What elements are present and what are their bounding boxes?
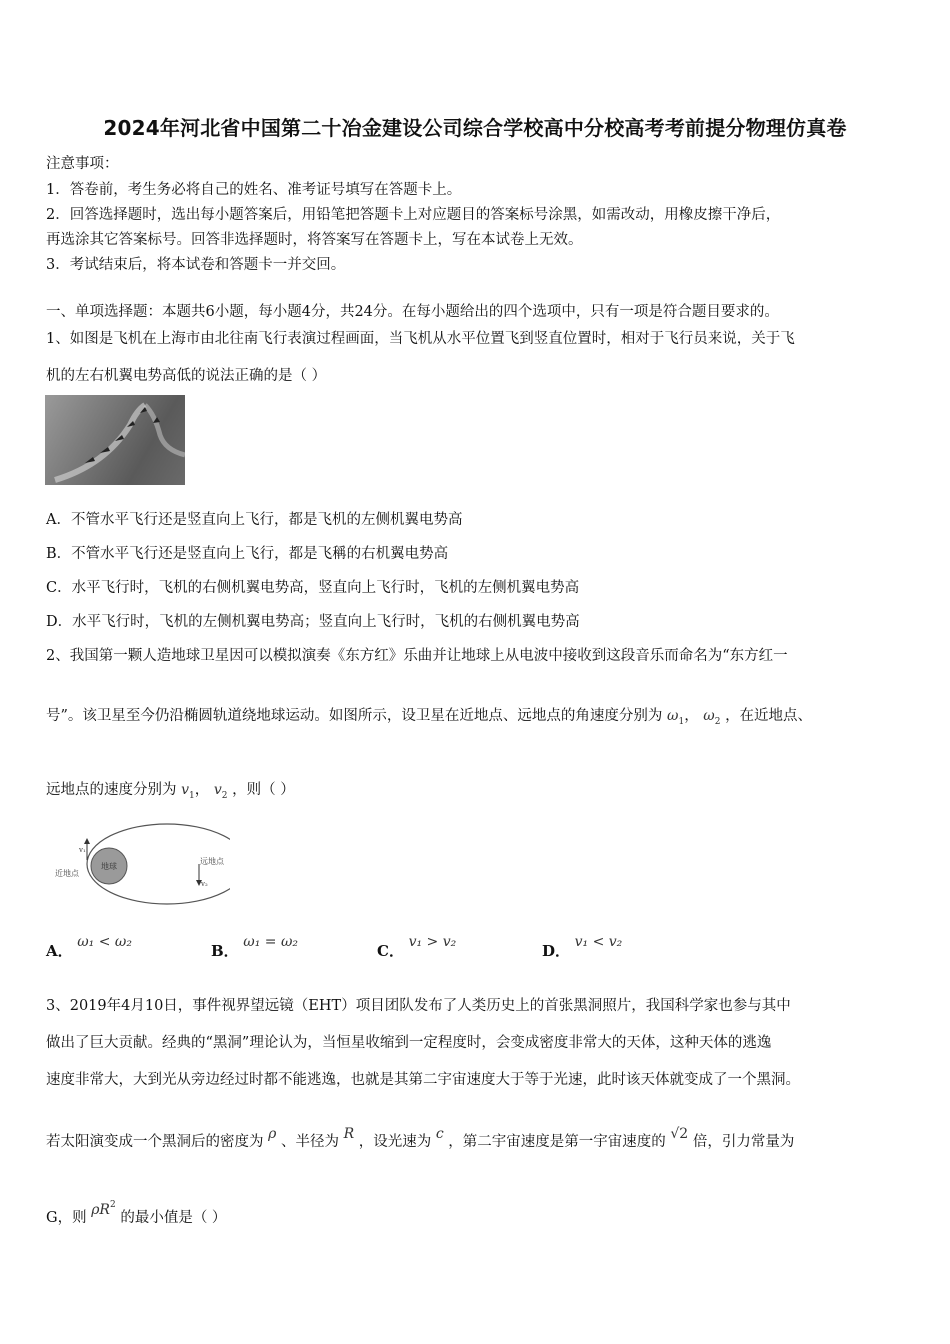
q3-stem-line4: 若太阳演变成一个黑洞后的密度为 ρ 、半径为 R ，设光速为 c ，第二宇宙速度是第一宇宙速度的 √2 倍，引力常量为 — [46, 1126, 795, 1150]
v1-symbol: $v_1$ — [181, 782, 195, 801]
page-title: 2024年河北省中国第二十冶金建设公司综合学校高中分校高考考前提分物理仿真卷 — [103, 116, 847, 140]
notice-item-1: 1．答卷前，考生务必将自己的姓名、准考证号填写在答题卡上。 — [46, 182, 462, 198]
q3-stem-line2: 做出了巨大贡献。经典的“黑洞”理论认为，当恒星收缩到一定程度时，会变成密度非常大的天体，这种天体的逃逸 — [46, 1035, 772, 1051]
apogee-label: 远地点 — [200, 857, 224, 866]
q1-stem-line2: 机的左右机翼电势高低的说法正确的是（ ） — [46, 368, 327, 384]
airplane-formation-image — [45, 395, 185, 485]
notice-item-2-cont: 再选涂其它答案标号。回答非选择题时，将答案写在答题卡上，写在本试卷上无效。 — [46, 232, 583, 248]
q3-stem-line3: 速度非常大，大到光从旁边经过时都不能逃逸，也就是其第二宇宙速度大于等于光速，此时该天体就变成了一个黑洞。 — [46, 1072, 800, 1088]
radius-symbol: R — [343, 1126, 355, 1142]
q3-stem-line5: G，则 $\rho R^2$ 的最小值是（ ） — [46, 1200, 227, 1226]
orbit-diagram — [55, 820, 230, 910]
notice-item-3: 3．考试结束后，将本试卷和答题卡一并交回。 — [46, 257, 346, 273]
notice-heading: 注意事项： — [46, 156, 119, 172]
q1-stem-line1: 1、如图是飞机在上海市由北往南飞行表演过程画面，当飞机从水平位置飞到竖直位置时，相对于飞行员来说，关于飞 — [46, 331, 795, 347]
v2-symbol: $v_2$ — [213, 782, 228, 801]
perigee-label: 近地点 — [55, 869, 79, 878]
v2-label: v₂ — [201, 880, 208, 888]
sqrt2-symbol: √2 — [670, 1126, 689, 1142]
v1-label: v₁ — [79, 846, 86, 854]
q1-option-c: C．水平飞行时，飞机的右侧机翼电势高，竖直向上飞行时，飞机的左侧机翼电势高 — [46, 580, 580, 596]
q2-stem-line3: 远地点的速度分别为 $v_1$， $v_2$ ，则（ ） — [46, 782, 295, 801]
q2-stem-line2: 号”。该卫星至今仍沿椭圆轨道绕地球运动。如图所示，设卫星在近地点、远地点的角速度分别为 $\omega_1$， $\omega_2$ ，在近地点、 — [46, 708, 813, 727]
q2-stem-line1: 2、我国第一颗人造地球卫星因可以模拟演奏《东方红》乐曲并让地球上从电波中接收到这段音乐而命名为“东方红一 — [46, 648, 788, 664]
rho-r-squared-expr: $\rho R^2$ — [91, 1200, 116, 1218]
q2-option-d: D． v₁ < v₂ — [542, 934, 623, 960]
notice-item-2: 2．回答选择题时，选出每小题答案后，用铅笔把答题卡上对应题目的答案标号涂黑，如需改动，用橡皮擦干净后， — [46, 207, 781, 223]
rho-symbol: ρ — [268, 1126, 277, 1142]
q2-option-a: A． ω₁ < ω₂ — [46, 934, 132, 960]
q2-option-b: B． ω₁ = ω₂ — [211, 934, 298, 960]
omega2-symbol: $\omega_2$ — [703, 708, 721, 727]
airshow-photo — [45, 395, 185, 485]
q1-option-d: D．水平飞行时，飞机的左侧机翼电势高；竖直向上飞行时，飞机的右侧机翼电势高 — [46, 614, 580, 630]
q1-option-b: B．不管水平飞行还是竖直向上飞行，都是飞稱的右机翼电势高 — [46, 546, 449, 562]
section-heading: 一、单项选择题：本题共6小题，每小题4分，共24分。在每小题给出的四个选项中，只有一项是符合题目要求的。 — [46, 304, 779, 320]
earth-label: 地球 — [101, 862, 117, 871]
q1-option-a: A．不管水平飞行还是竖直向上飞行，都是飞机的左侧机翼电势高 — [46, 512, 463, 528]
q3-stem-line1: 3、2019年4月10日，事件视界望远镜（EHT）项目团队发布了人类历史上的首张黑洞照片，我国科学家也参与其中 — [46, 998, 791, 1014]
omega1-symbol: $\omega_1$ — [667, 708, 685, 727]
light-speed-symbol: c — [435, 1126, 444, 1142]
q2-option-c: C． v₁ > v₂ — [377, 934, 457, 960]
